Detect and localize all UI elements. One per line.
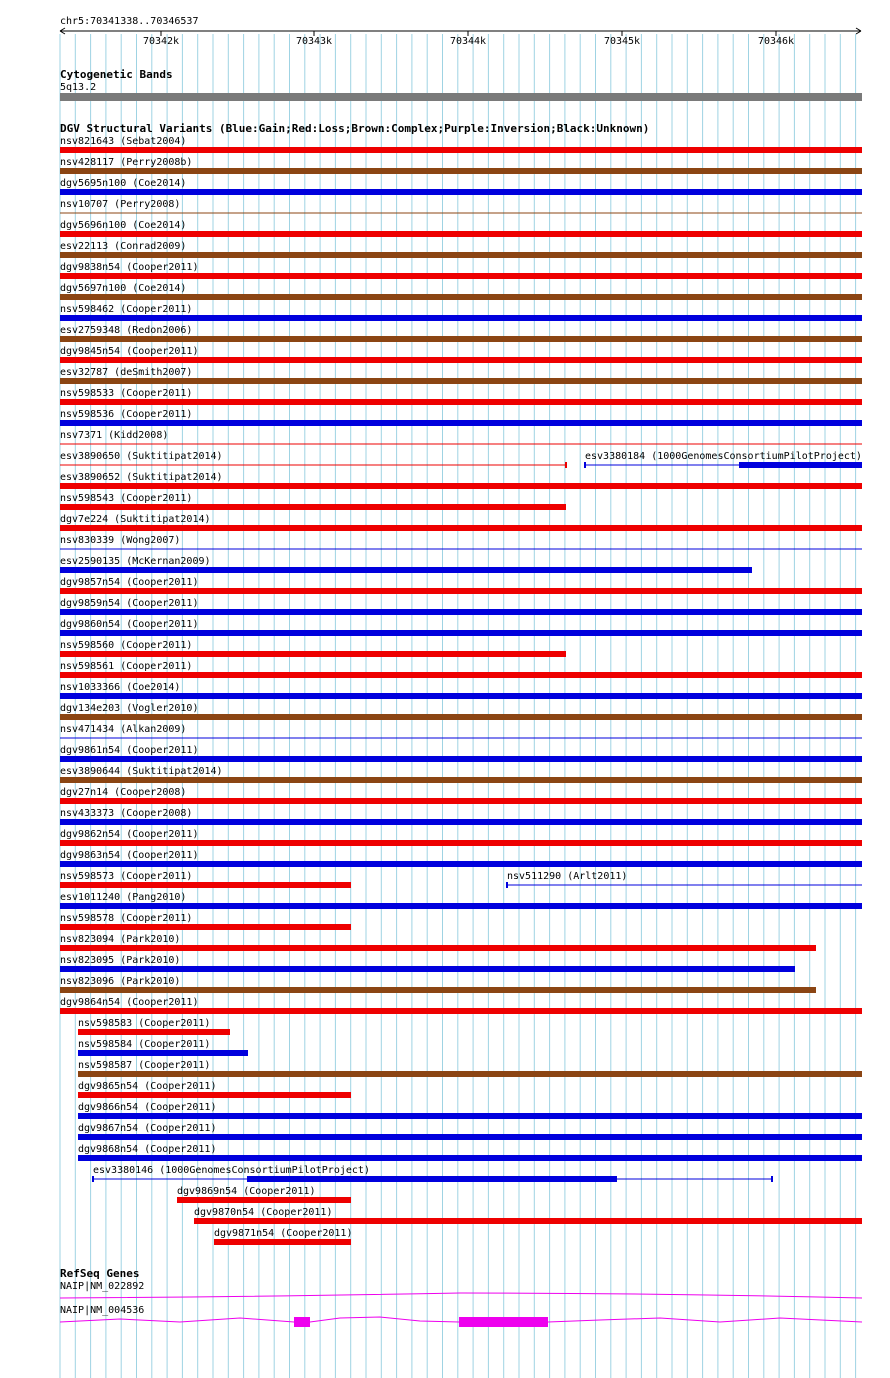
variant-feature[interactable] <box>60 346 862 363</box>
gene-label: NAIP|NM_004536 <box>60 1305 145 1316</box>
gene-intron-line[interactable] <box>60 1293 862 1298</box>
variant-bar[interactable] <box>60 903 862 909</box>
variant-feature[interactable] <box>60 745 862 762</box>
variant-feature[interactable] <box>60 262 862 279</box>
variant-bar[interactable] <box>60 420 862 426</box>
variant-label: dgv9865n54 (Cooper2011) <box>78 1081 217 1092</box>
cytoband-bar[interactable] <box>60 93 862 101</box>
variant-feature[interactable] <box>60 850 862 867</box>
variant-label: dgv134e203 (Vogler2010) <box>60 703 199 714</box>
variant-feature[interactable] <box>78 1144 862 1161</box>
variant-feature[interactable] <box>60 871 351 888</box>
cytoband-track-title: Cytogenetic Bands <box>60 68 173 81</box>
variant-label: dgv7e224 (Suktitipat2014) <box>60 514 211 525</box>
variant-label: dgv9863n54 (Cooper2011) <box>60 850 199 861</box>
variant-feature[interactable] <box>60 724 862 738</box>
variant-bar[interactable] <box>60 840 862 846</box>
variant-bar[interactable] <box>78 1029 230 1035</box>
variant-feature[interactable] <box>60 892 862 909</box>
variant-label: nsv823095 (Park2010) <box>60 955 181 966</box>
variant-label: dgv9870n54 (Cooper2011) <box>194 1207 333 1218</box>
variant-bar[interactable] <box>214 1239 351 1245</box>
variant-feature[interactable] <box>78 1018 230 1035</box>
variant-feature[interactable] <box>60 178 862 195</box>
variant-bar[interactable] <box>60 189 862 195</box>
variant-bar[interactable] <box>60 147 862 153</box>
variant-label: nsv428117 (Perry2008b) <box>60 157 193 168</box>
variant-feature[interactable] <box>60 241 862 258</box>
variant-feature[interactable] <box>60 640 566 657</box>
variant-feature[interactable] <box>78 1102 862 1119</box>
variant-feature[interactable] <box>60 682 862 699</box>
variant-feature[interactable] <box>60 220 862 237</box>
variant-bar[interactable] <box>60 525 862 531</box>
gene-label: NAIP|NM_022892 <box>60 1281 145 1292</box>
variant-bar[interactable] <box>60 168 862 174</box>
variant-bar[interactable] <box>78 1113 862 1119</box>
variant-bar[interactable] <box>60 315 862 321</box>
variant-label: dgv5696n100 (Coe2014) <box>60 220 187 231</box>
variant-bar[interactable] <box>60 693 862 699</box>
variant-label: esv3890644 (Suktitipat2014) <box>60 766 223 777</box>
variant-label: dgv9866n54 (Cooper2011) <box>78 1102 217 1113</box>
variant-bar[interactable] <box>60 567 752 573</box>
variant-label: dgv9861n54 (Cooper2011) <box>60 745 199 756</box>
refseq-track <box>60 1267 862 1327</box>
variant-label: nsv598533 (Cooper2011) <box>60 388 193 399</box>
variant-bar[interactable] <box>60 357 862 363</box>
variant-label: dgv9838n54 (Cooper2011) <box>60 262 199 273</box>
variant-label: esv2590135 (McKernan2009) <box>60 556 211 567</box>
variant-label: nsv10707 (Perry2008) <box>60 199 181 210</box>
variant-bar[interactable] <box>60 1008 862 1014</box>
variant-label: esv22113 (Conrad2009) <box>60 241 187 252</box>
variant-label: dgv9860n54 (Cooper2011) <box>60 619 199 630</box>
gene-feature[interactable] <box>60 1281 862 1298</box>
variant-bar[interactable] <box>60 672 862 678</box>
variant-label: dgv9857n54 (Cooper2011) <box>60 577 199 588</box>
cytoband-label: 5q13.2 <box>60 82 97 93</box>
variant-label: nsv598573 (Cooper2011) <box>60 871 193 882</box>
refseq-track-title: RefSeq Genes <box>60 1267 140 1280</box>
variant-label: dgv5695n100 (Coe2014) <box>60 178 187 189</box>
variant-feature[interactable] <box>585 451 862 468</box>
variant-label: nsv598578 (Cooper2011) <box>60 913 193 924</box>
variant-feature[interactable] <box>60 619 862 636</box>
variant-bar[interactable] <box>60 798 862 804</box>
variant-feature[interactable] <box>60 787 862 804</box>
ruler-tick-label: 70342k <box>142 36 180 47</box>
variant-label: nsv1033366 (Coe2014) <box>60 682 181 693</box>
variant-label: dgv9862n54 (Cooper2011) <box>60 829 199 840</box>
gene-feature[interactable] <box>60 1305 862 1327</box>
variant-feature[interactable] <box>60 493 566 510</box>
variant-feature[interactable] <box>60 598 862 615</box>
variant-bar[interactable] <box>60 756 862 762</box>
variant-bar[interactable] <box>60 273 862 279</box>
variant-core-bar[interactable] <box>739 462 862 468</box>
variant-label: dgv9867n54 (Cooper2011) <box>78 1123 217 1134</box>
variant-feature[interactable] <box>60 661 862 678</box>
variant-label: nsv598561 (Cooper2011) <box>60 661 193 672</box>
variant-feature[interactable] <box>194 1207 862 1224</box>
variant-feature[interactable] <box>78 1081 351 1098</box>
variant-feature[interactable] <box>507 871 862 888</box>
variant-bar[interactable] <box>60 882 351 888</box>
variant-bar[interactable] <box>60 231 862 237</box>
variant-feature[interactable] <box>60 913 351 930</box>
variant-feature[interactable] <box>177 1186 351 1203</box>
variant-bar[interactable] <box>60 252 862 258</box>
ruler-tick-label: 70345k <box>603 36 641 47</box>
variant-bar[interactable] <box>78 1071 862 1077</box>
ruler-tick-label: 70346k <box>757 36 795 47</box>
variant-label: nsv598583 (Cooper2011) <box>78 1018 211 1029</box>
variant-label: nsv433373 (Cooper2008) <box>60 808 193 819</box>
variant-label: dgv27n14 (Cooper2008) <box>60 787 187 798</box>
variant-label: nsv598587 (Cooper2011) <box>78 1060 211 1071</box>
variant-label: nsv830339 (Wong2007) <box>60 535 181 546</box>
variant-bar[interactable] <box>194 1218 862 1224</box>
variant-label: esv1011240 (Pang2010) <box>60 892 187 903</box>
variant-feature[interactable] <box>60 409 862 426</box>
variant-feature[interactable] <box>60 325 862 342</box>
variant-bar[interactable] <box>60 588 862 594</box>
refseq-features <box>60 1281 862 1327</box>
cytoband-track[interactable] <box>60 68 862 101</box>
variant-bar[interactable] <box>60 945 816 951</box>
variant-feature[interactable] <box>60 430 862 444</box>
location-label: chr5:70341338..70346537 <box>60 16 199 27</box>
variant-label: esv3380146 (1000GenomesConsortiumPilotProject) <box>93 1165 370 1176</box>
variant-bar[interactable] <box>177 1197 351 1203</box>
variant-label: nsv598462 (Cooper2011) <box>60 304 193 315</box>
variant-bar[interactable] <box>60 777 862 783</box>
variant-label: nsv511290 (Arlt2011) <box>507 871 628 882</box>
variant-feature[interactable] <box>78 1060 862 1077</box>
variant-bar[interactable] <box>60 819 862 825</box>
variant-feature[interactable] <box>60 283 862 300</box>
variant-feature[interactable] <box>78 1039 248 1056</box>
variant-feature[interactable] <box>60 388 862 405</box>
variant-bar[interactable] <box>60 924 351 930</box>
ruler-track <box>60 16 861 47</box>
variant-core-bar[interactable] <box>247 1176 617 1182</box>
variant-bar[interactable] <box>60 378 862 384</box>
variant-label: esv2759348 (Redon2006) <box>60 325 193 336</box>
variant-bar[interactable] <box>78 1155 862 1161</box>
variant-feature[interactable] <box>60 367 862 384</box>
variant-feature[interactable] <box>60 157 862 174</box>
variant-label: nsv471434 (Alkan2009) <box>60 724 187 735</box>
variant-label: nsv823094 (Park2010) <box>60 934 181 945</box>
ruler-ticks <box>143 31 794 47</box>
variant-feature[interactable] <box>60 199 862 213</box>
dgv-features <box>60 136 862 1245</box>
gene-exon[interactable] <box>294 1317 310 1327</box>
ruler-tick-label: 70343k <box>295 36 333 47</box>
variant-label: nsv7371 (Kidd2008) <box>60 430 169 441</box>
variant-feature[interactable] <box>78 1123 862 1140</box>
variant-feature[interactable] <box>60 556 752 573</box>
variant-feature[interactable] <box>60 304 862 321</box>
variant-label: dgv9864n54 (Cooper2011) <box>60 997 199 1008</box>
variant-label: nsv821643 (Sebat2004) <box>60 136 187 147</box>
variant-label: esv32787 (deSmith2007) <box>60 367 193 378</box>
ruler-tick-label: 70344k <box>449 36 487 47</box>
variant-bar[interactable] <box>60 399 862 405</box>
dgv-track-title: DGV Structural Variants (Blue:Gain;Red:Loss;Brown:Complex;Purple:Inversion;Black:Unknown) <box>60 122 650 135</box>
variant-bar[interactable] <box>78 1134 862 1140</box>
variant-feature[interactable] <box>60 829 862 846</box>
variant-bar[interactable] <box>60 714 862 720</box>
variant-feature[interactable] <box>60 577 862 594</box>
variant-feature[interactable] <box>214 1228 352 1245</box>
variant-bar[interactable] <box>60 966 795 972</box>
variant-label: esv3890652 (Suktitipat2014) <box>60 472 223 483</box>
variant-bar[interactable] <box>60 987 816 993</box>
variant-label: nsv598536 (Cooper2011) <box>60 409 193 420</box>
variant-bar[interactable] <box>60 609 862 615</box>
variant-label: dgv9871n54 (Cooper2011) <box>214 1228 353 1239</box>
variant-feature[interactable] <box>60 136 862 153</box>
variant-bar[interactable] <box>60 651 566 657</box>
variant-label: dgv9868n54 (Cooper2011) <box>78 1144 217 1155</box>
variant-label: dgv9869n54 (Cooper2011) <box>177 1186 316 1197</box>
dgv-track <box>60 122 862 1245</box>
variant-label: dgv5697n100 (Coe2014) <box>60 283 187 294</box>
variant-bar[interactable] <box>60 483 862 489</box>
variant-label: nsv598584 (Cooper2011) <box>78 1039 211 1050</box>
variant-bar[interactable] <box>60 861 862 867</box>
variant-feature[interactable] <box>60 808 862 825</box>
variant-feature[interactable] <box>93 1165 772 1182</box>
variant-feature[interactable] <box>60 472 862 489</box>
variant-feature[interactable] <box>60 514 862 531</box>
variant-bar[interactable] <box>60 630 862 636</box>
variant-bar[interactable] <box>78 1092 351 1098</box>
variant-feature[interactable] <box>60 997 862 1014</box>
variant-label: esv3380184 (1000GenomesConsortiumPilotProject) <box>585 451 862 462</box>
variant-label: dgv9845n54 (Cooper2011) <box>60 346 199 357</box>
gene-exon[interactable] <box>459 1317 548 1327</box>
variant-bar[interactable] <box>78 1050 248 1056</box>
variant-bar[interactable] <box>60 336 862 342</box>
variant-bar[interactable] <box>60 294 862 300</box>
variant-feature[interactable] <box>60 451 566 468</box>
variant-feature[interactable] <box>60 535 862 549</box>
variant-feature[interactable] <box>60 703 862 720</box>
variant-label: esv3890650 (Suktitipat2014) <box>60 451 223 462</box>
variant-label: nsv598560 (Cooper2011) <box>60 640 193 651</box>
variant-label: dgv9859n54 (Cooper2011) <box>60 598 199 609</box>
variant-bar[interactable] <box>60 504 566 510</box>
variant-label: nsv598543 (Cooper2011) <box>60 493 193 504</box>
variant-feature[interactable] <box>60 766 862 783</box>
variant-label: nsv823096 (Park2010) <box>60 976 181 987</box>
